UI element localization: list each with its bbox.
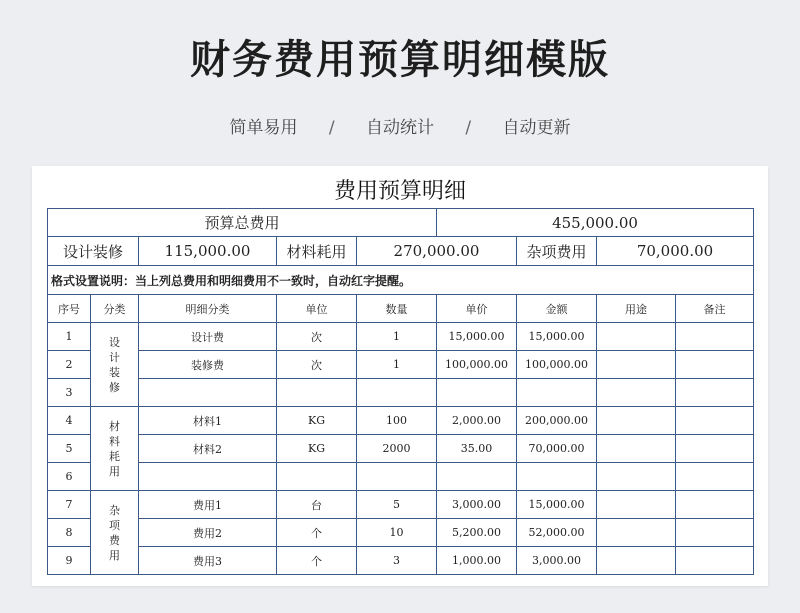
table-row (48, 407, 754, 435)
tag-auto-stats: 自动统计 (366, 118, 434, 138)
cell-unit[interactable] (277, 463, 357, 491)
table-row (48, 519, 754, 547)
cell-price[interactable]: 35.00 (437, 435, 517, 463)
cell-remark[interactable] (676, 407, 754, 435)
column-header: 分类 (91, 295, 139, 323)
cell-amount[interactable]: 15,000.00 (517, 323, 597, 351)
cell-no[interactable]: 2 (48, 351, 91, 379)
group-label[interactable] (91, 491, 139, 575)
column-header: 数量 (357, 295, 437, 323)
table-row (48, 435, 754, 463)
table-row (48, 323, 754, 351)
cell-unit[interactable]: 次 (277, 351, 357, 379)
cell-item[interactable]: 费用2 (139, 519, 277, 547)
group-label[interactable] (91, 407, 139, 491)
group-label-text: 材料耗用 (109, 419, 120, 478)
column-header: 用途 (597, 295, 676, 323)
category-label: 材料耗用 (277, 237, 357, 266)
group-label-text: 设计装修 (109, 335, 120, 394)
cell-remark[interactable] (676, 519, 754, 547)
cell-remark[interactable] (676, 323, 754, 351)
cell-qty[interactable]: 100 (357, 407, 437, 435)
cell-use[interactable] (597, 351, 676, 379)
table-row (48, 379, 754, 407)
cell-unit[interactable]: KG (277, 435, 357, 463)
format-note: 格式设置说明：当上列总费用和明细费用不一致时，自动红字提醒。 (48, 266, 754, 295)
total-label: 预算总费用 (48, 209, 437, 237)
category-label: 杂项费用 (517, 237, 597, 266)
column-header: 单价 (437, 295, 517, 323)
cell-use[interactable] (597, 547, 676, 575)
cell-item[interactable] (139, 463, 277, 491)
column-header: 单位 (277, 295, 357, 323)
cell-item[interactable]: 材料1 (139, 407, 277, 435)
cell-qty[interactable] (357, 379, 437, 407)
cell-no[interactable]: 6 (48, 463, 91, 491)
budget-table (47, 208, 754, 575)
cell-unit[interactable]: KG (277, 407, 357, 435)
cell-remark[interactable] (676, 379, 754, 407)
group-label-text: 杂项费用 (109, 503, 120, 562)
cell-item[interactable]: 费用3 (139, 547, 277, 575)
table-row (48, 463, 754, 491)
cell-qty[interactable]: 2000 (357, 435, 437, 463)
cell-qty[interactable] (357, 463, 437, 491)
cell-item[interactable]: 装修费 (139, 351, 277, 379)
group-label[interactable] (91, 323, 139, 407)
tag-separator: / (328, 118, 335, 138)
column-header: 序号 (48, 295, 91, 323)
cell-use[interactable] (597, 519, 676, 547)
cell-use[interactable] (597, 379, 676, 407)
cell-unit[interactable]: 个 (277, 519, 357, 547)
cell-price[interactable] (437, 463, 517, 491)
cell-use[interactable] (597, 463, 676, 491)
note-row (48, 266, 754, 295)
header-row (48, 295, 754, 323)
cell-amount[interactable]: 200,000.00 (517, 407, 597, 435)
cell-use[interactable] (597, 407, 676, 435)
cell-price[interactable]: 3,000.00 (437, 491, 517, 519)
total-row (48, 209, 754, 237)
cell-no[interactable]: 1 (48, 323, 91, 351)
cell-price[interactable]: 1,000.00 (437, 547, 517, 575)
cell-qty[interactable]: 1 (357, 323, 437, 351)
cell-amount[interactable]: 100,000.00 (517, 351, 597, 379)
cell-price[interactable]: 15,000.00 (437, 323, 517, 351)
cell-amount[interactable] (517, 379, 597, 407)
cell-amount[interactable]: 3,000.00 (517, 547, 597, 575)
category-value[interactable]: 70,000.00 (597, 237, 754, 266)
feature-tags (0, 113, 800, 138)
cell-remark[interactable] (676, 351, 754, 379)
cell-remark[interactable] (676, 547, 754, 575)
cell-item[interactable]: 材料2 (139, 435, 277, 463)
table-row (48, 547, 754, 575)
tag-simple: 简单易用 (229, 118, 298, 138)
cell-price[interactable] (437, 379, 517, 407)
cell-no[interactable]: 9 (48, 547, 91, 575)
cell-qty[interactable]: 3 (357, 547, 437, 575)
cell-remark[interactable] (676, 491, 754, 519)
cell-unit[interactable]: 次 (277, 323, 357, 351)
tag-separator: / (465, 118, 472, 138)
table-row (48, 351, 754, 379)
cell-amount[interactable]: 52,000.00 (517, 519, 597, 547)
cell-remark[interactable] (676, 463, 754, 491)
cell-no[interactable]: 5 (48, 435, 91, 463)
cell-amount[interactable]: 15,000.00 (517, 491, 597, 519)
cell-remark[interactable] (676, 435, 754, 463)
cell-qty[interactable]: 5 (357, 491, 437, 519)
column-header: 明细分类 (139, 295, 277, 323)
cell-qty[interactable]: 10 (357, 519, 437, 547)
sheet-title: 费用预算明细 (333, 179, 466, 204)
cell-amount[interactable] (517, 463, 597, 491)
cell-use[interactable] (597, 435, 676, 463)
cell-unit[interactable] (277, 379, 357, 407)
spreadsheet-card (32, 166, 768, 586)
cell-use[interactable] (597, 491, 676, 519)
table-row (48, 491, 754, 519)
cell-item[interactable]: 设计费 (139, 323, 277, 351)
column-header: 金额 (517, 295, 597, 323)
cell-amount[interactable]: 70,000.00 (517, 435, 597, 463)
category-summary-row (48, 237, 754, 266)
total-value[interactable]: 455,000.00 (437, 209, 754, 237)
cell-no[interactable]: 7 (48, 491, 91, 519)
cell-unit[interactable]: 台 (277, 491, 357, 519)
category-label: 设计装修 (48, 237, 139, 266)
category-value[interactable]: 270,000.00 (357, 237, 517, 266)
tag-auto-update: 自动更新 (502, 118, 571, 138)
cell-price[interactable]: 100,000.00 (437, 351, 517, 379)
cell-no[interactable]: 8 (48, 519, 91, 547)
cell-price[interactable]: 5,200.00 (437, 519, 517, 547)
category-value[interactable]: 115,000.00 (139, 237, 277, 266)
cell-unit[interactable]: 个 (277, 547, 357, 575)
cell-item[interactable] (139, 379, 277, 407)
cell-no[interactable]: 3 (48, 379, 91, 407)
cell-no[interactable]: 4 (48, 407, 91, 435)
cell-price[interactable]: 2,000.00 (437, 407, 517, 435)
page-title: 财务费用预算明细模版 (190, 37, 610, 83)
cell-item[interactable]: 费用1 (139, 491, 277, 519)
column-header: 备注 (676, 295, 754, 323)
cell-qty[interactable]: 1 (357, 351, 437, 379)
cell-use[interactable] (597, 323, 676, 351)
